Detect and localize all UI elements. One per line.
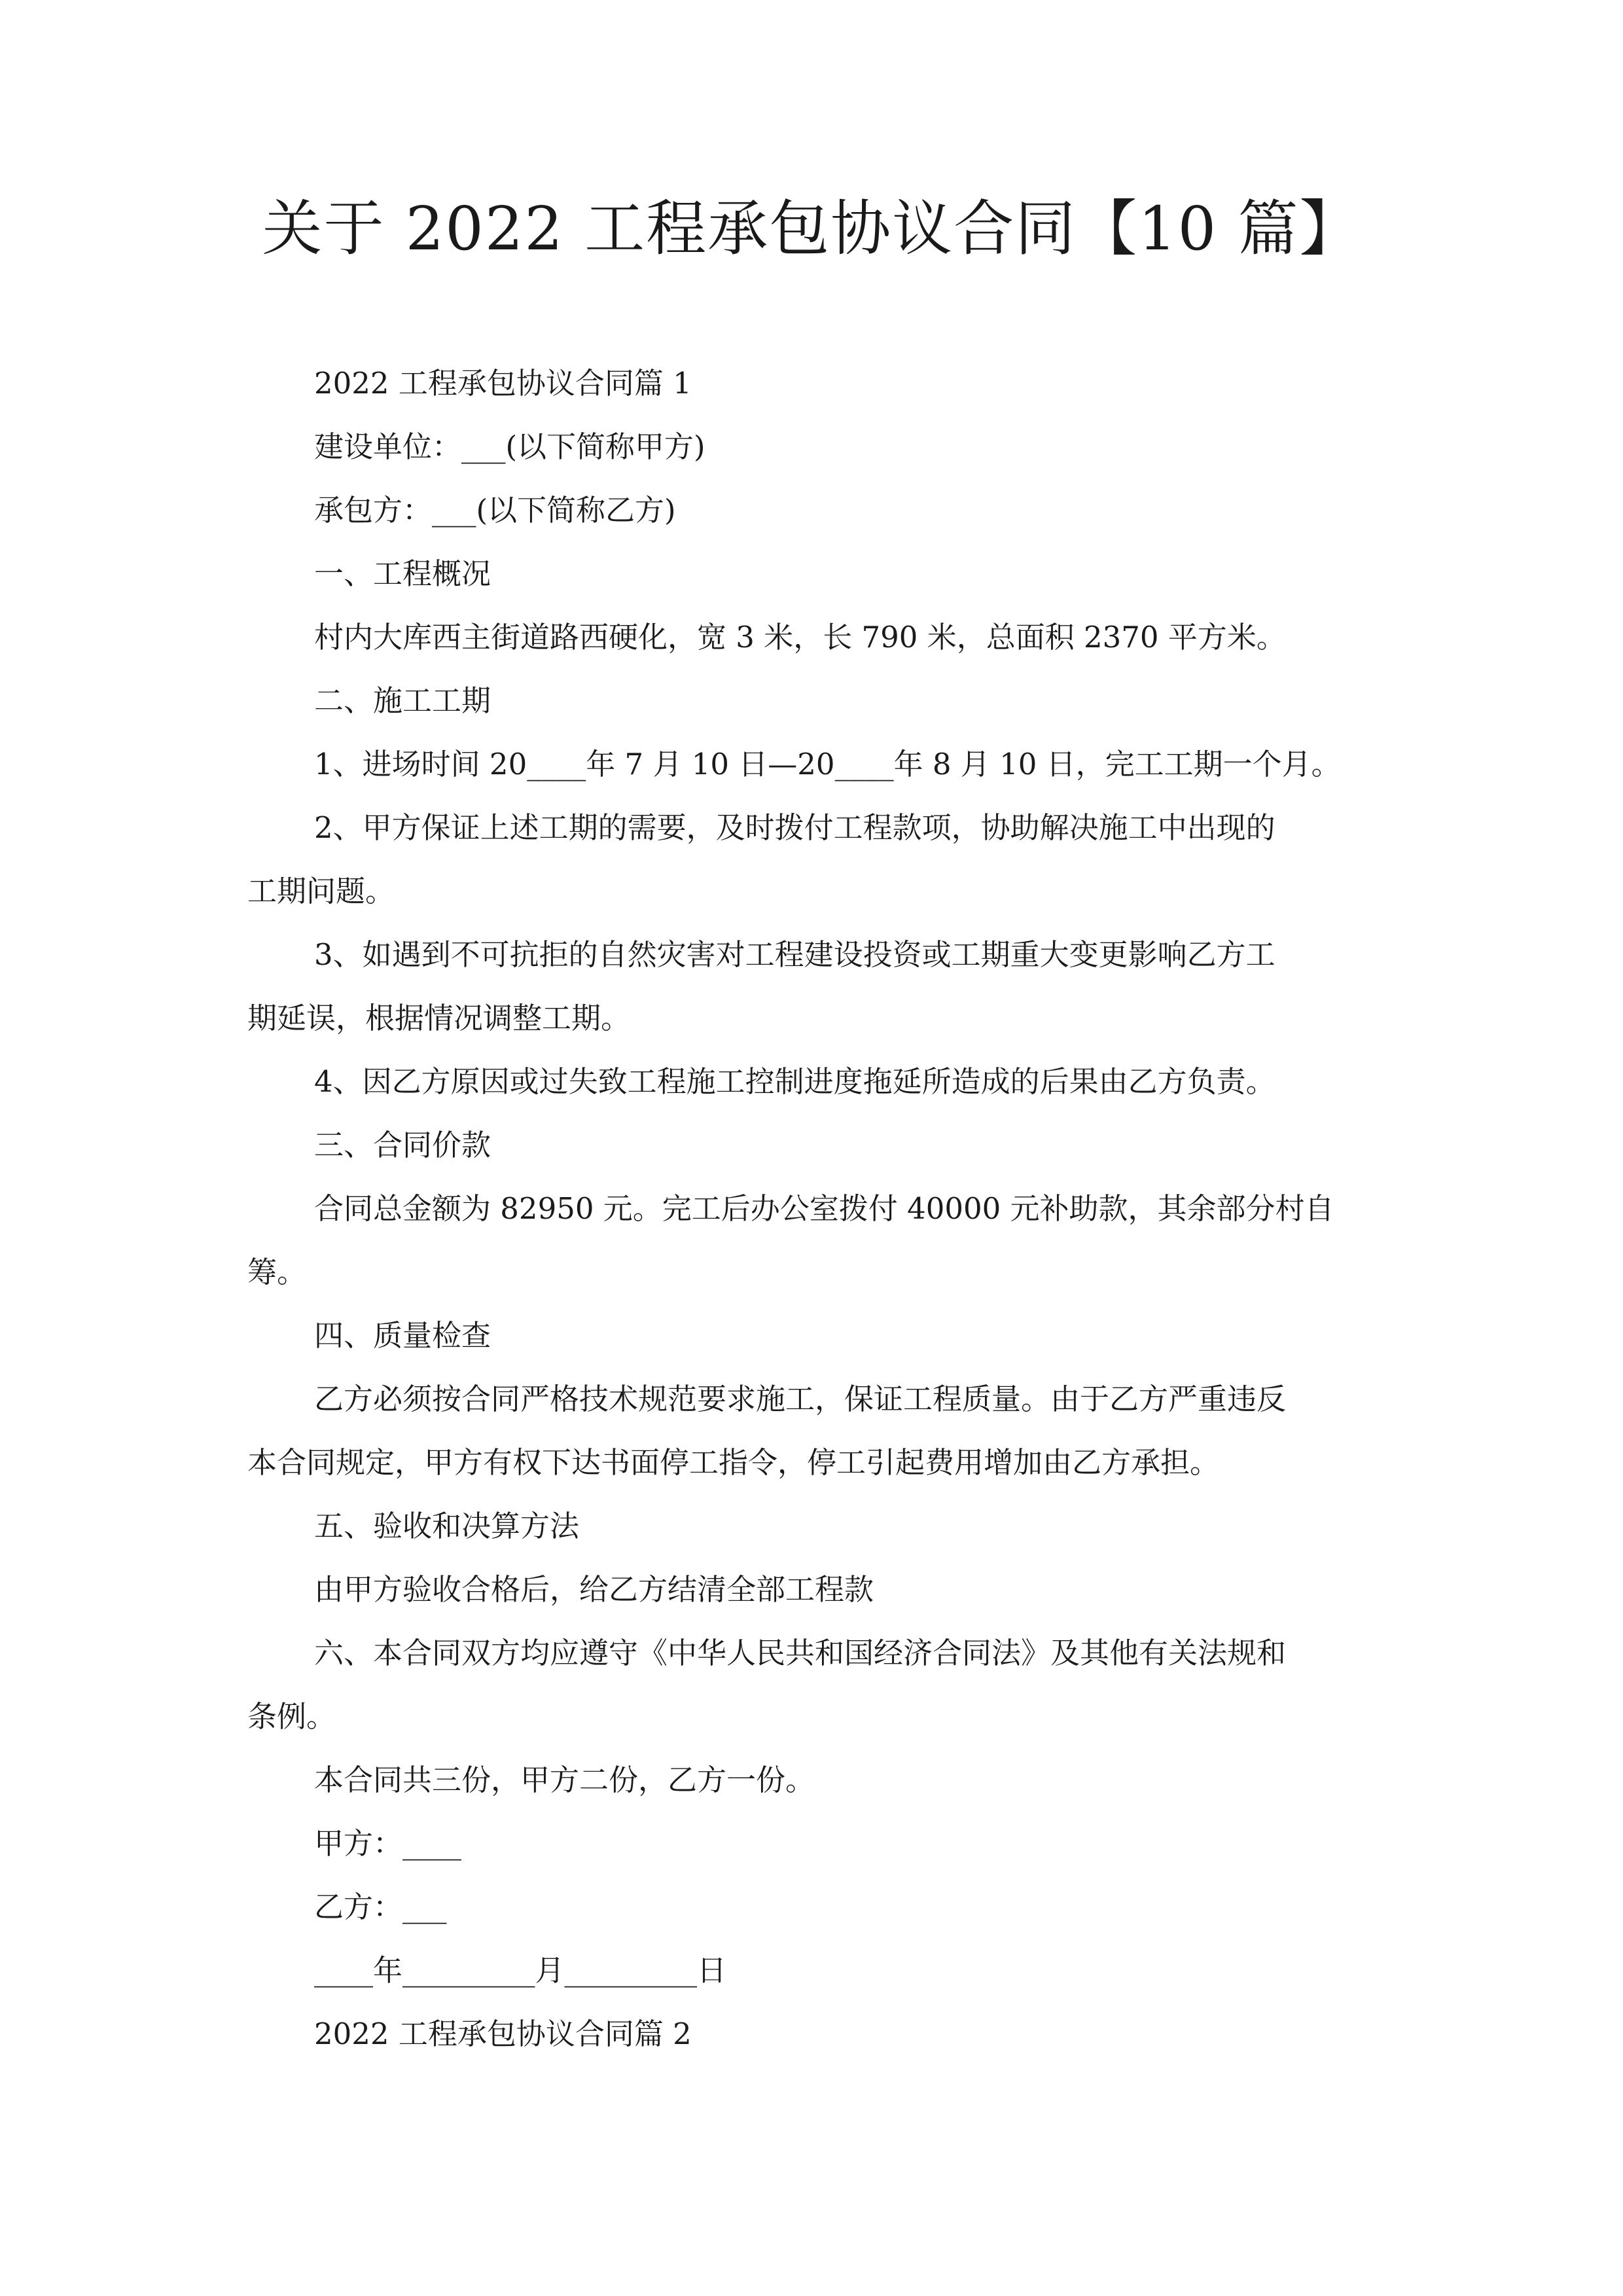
signature-date: ____年_________月_________日 (314, 1953, 727, 1988)
section-heading-2: 2022 工程承包协议合同篇 2 (314, 2017, 692, 2051)
paragraph-continuation: 本合同规定，甲方有权下达书面停工指令，停工引起费用增加由乙方承担。 (247, 1445, 1220, 1480)
clause-heading-1: 一、工程概况 (314, 556, 491, 591)
paragraph-line: 1、进场时间 20____年 7 月 10 日—20____年 8 月 10 日，完工工期一个月。 (314, 747, 1341, 781)
paragraph-line: 2、甲方保证上述工期的需要，及时拨付工程款项，协助解决施工中出现的 (314, 810, 1275, 845)
paragraph-line: 由甲方验收合格后，给乙方结清全部工程款 (314, 1572, 874, 1607)
paragraph-line: 村内大库西主街道路西硬化，宽 3 米，长 790 米，总面积 2370 平方米。 (314, 620, 1286, 655)
paragraph-continuation: 期延误，根据情况调整工期。 (247, 1001, 631, 1035)
party-a-line: 建设单位：___(以下简称甲方) (314, 429, 705, 464)
party-b-line: 承包方：___(以下简称乙方) (314, 493, 676, 528)
document-title: 关于 2022 工程承包协议合同【10 篇】 (262, 194, 1361, 264)
paragraph-continuation: 工期问题。 (247, 874, 395, 908)
paragraph-line: 4、因乙方原因或过失致工程施工控制进度拖延所造成的后果由乙方负责。 (314, 1064, 1275, 1099)
clause-heading-6: 六、本合同双方均应遵守《中华人民共和国经济合同法》及其他有关法规和 (314, 1636, 1287, 1670)
section-heading-1: 2022 工程承包协议合同篇 1 (314, 366, 692, 401)
paragraph-line: 3、如遇到不可抗拒的自然灾害对工程建设投资或工期重大变更影响乙方工 (314, 937, 1275, 972)
paragraph-continuation: 条例。 (247, 1699, 336, 1734)
clause-heading-5: 五、验收和决算方法 (314, 1509, 580, 1543)
paragraph-line: 本合同共三份，甲方二份，乙方一份。 (314, 1763, 815, 1797)
clause-heading-3: 三、合同价款 (314, 1128, 491, 1162)
clause-heading-4: 四、质量检查 (314, 1318, 491, 1353)
signature-party-a: 甲方：____ (314, 1826, 462, 1861)
clause-heading-2: 二、施工工期 (314, 683, 491, 718)
signature-party-b: 乙方：___ (314, 1890, 447, 1924)
paragraph-line: 合同总金额为 82950 元。完工后办公室拨付 40000 元补助款，其余部分村自 (314, 1191, 1334, 1226)
paragraph-continuation: 筹。 (247, 1255, 307, 1289)
paragraph-line: 乙方必须按合同严格技术规范要求施工，保证工程质量。由于乙方严重违反 (314, 1382, 1287, 1416)
